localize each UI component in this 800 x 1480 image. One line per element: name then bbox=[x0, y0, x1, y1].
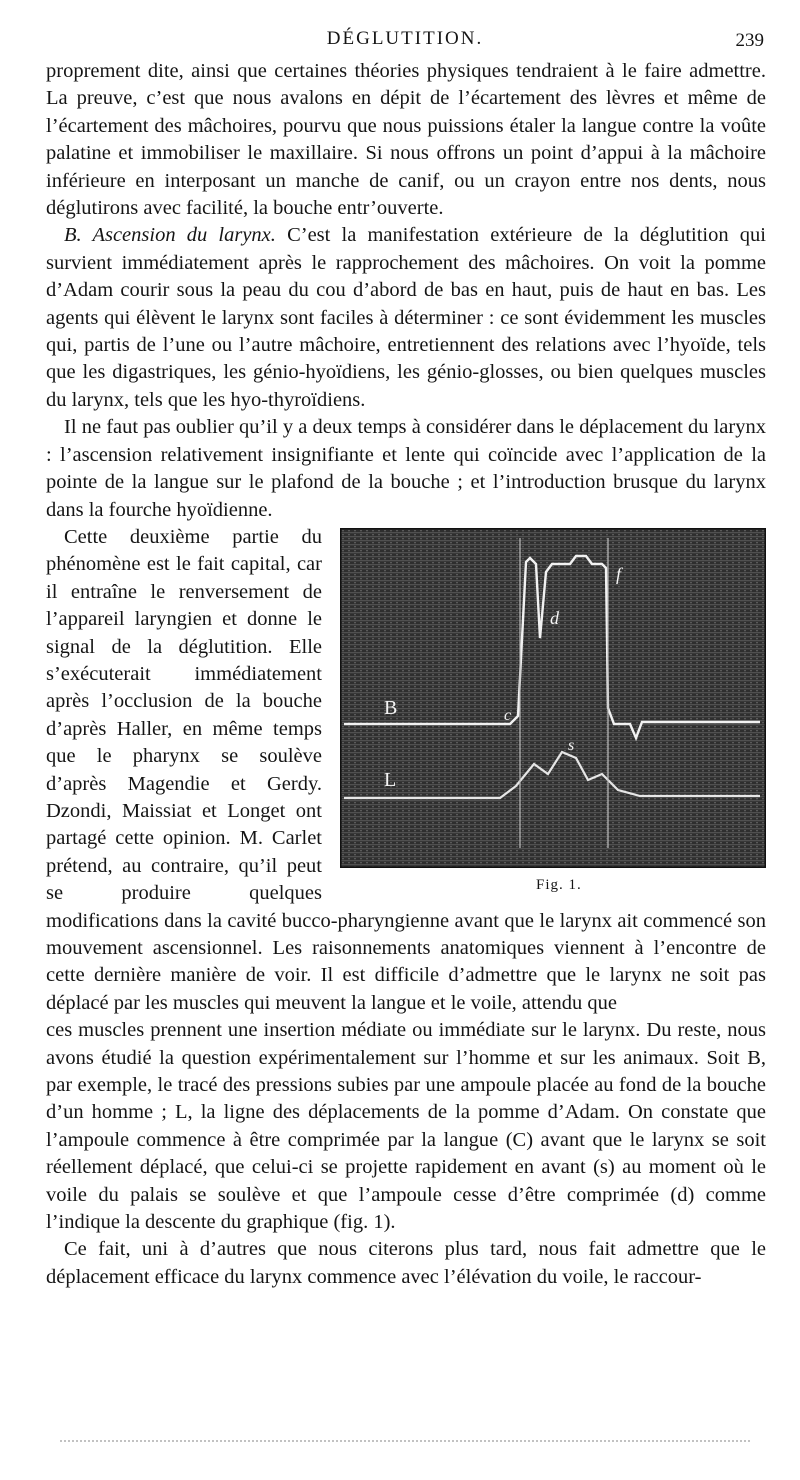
label-d: d bbox=[550, 607, 559, 628]
tracing-figure bbox=[340, 528, 766, 868]
label-c: c bbox=[504, 706, 512, 724]
paragraph-1: proprement dite, ainsi que certaines théories physiques tendraient à le faire admettre. La preuve, c’est que nous avalons en dépit de l’écartement des lèvres et même de l’écartement des mâchoires, pourvu que nous puissions étaler la langue contre la voûte palatine et immobiliser le maxillaire. Si nous offrons un point d’appui à la mâchoire inférieure en interposant un manche de canif, ou un crayon entre nos dents, nous déglutirons avec facilité, la bouche entr’ouverte. bbox=[46, 60, 766, 220]
paragraph-4-text: Cette deuxième partie du phénomène est le fait capital, car il entraîne le renversement de l’appareil laryngien et donne le signal de la déglutition. Elle s’exécuterait immédiatement après l’occlusion de la bouche d’après Haller, en même temps que le pharynx se soulève d’après Magendie et Gerdy. Dzondi, Maissiat et Longet ont partagé cette opinion. M. Carlet prétend, au contraire, qu’il peut se produire quelques modifications dans la cavité bucco-pharyngienne avant que le larynx ait commencé son mouvement ascensionnel. Les raisonnements anatomiques viennent à l’encontre de cette dernière manière de voir. Il est difficile d’admettre que le larynx ne soit pas déplacé par les muscles qui meuvent la langue et le voile, attendu que bbox=[46, 525, 766, 1014]
label-b: B bbox=[384, 696, 398, 719]
section-lead: B. Ascension du larynx. bbox=[64, 224, 276, 247]
page-number: 239 bbox=[735, 30, 764, 51]
running-title: DÉGLUTITION. bbox=[326, 28, 484, 49]
paragraph-4 bbox=[46, 524, 766, 1017]
paragraph-2 bbox=[46, 222, 766, 414]
label-l: L bbox=[384, 768, 397, 791]
paragraph-2-text: C’est la manifestation extérieure de la déglutition qui survient immédiatement après le rapprochement des mâchoires. On voit la pomme d’Adam courir sous la peau du cou d’abord de bas en haut, puis de haut en bas. Les agents qui élèvent le larynx sont faciles à déterminer : ce sont évidemment les muscles qui, partis de l’une ou l’autre mâchoire, entretiennent des relations avec l’hyoïde, tels que les digastriques, les génio-hyoïdiens, les génio-glosses, ou bien quelques muscles du larynx, tels que les hyo-thyroïdiens. bbox=[46, 224, 766, 411]
paragraph-6: Ce fait, uni à d’autres que nous citerons plus tard, nous fait admettre que le déplacement efficace du larynx commence avec l’élévation du voile, le raccour- bbox=[46, 1238, 766, 1288]
figure-1 bbox=[340, 528, 766, 896]
tracing-background bbox=[340, 528, 766, 868]
label-s: s bbox=[568, 736, 575, 754]
figure-caption: Fig. 1. bbox=[536, 876, 582, 893]
paragraph-5: ces muscles prennent une insertion médiate ou immédiate sur le larynx. Du reste, nous avons étudié la question expérimentalement sur l’homme et sur les animaux. Soit B, par exemple, le tracé des pressions subies par une ampoule placée au fond de la bouche d’un homme ; L, la ligne des déplacements de la pomme d’Adam. On constate que l’ampoule commence à être comprimée par la langue (C) avant que le larynx se soit réellement déplacé, que celui-ci se projette rapidement en avant (s) au moment où le voile du palais se soulève et que l’ampoule cesse d’être comprimée (d) comme l’indique la descente du graphique (fig. 1). bbox=[46, 1019, 766, 1234]
paragraph-3: Il ne faut pas oublier qu’il y a deux temps à considérer dans le déplacement du larynx : l’ascension relativement insignifiante et lente qui coïncide avec l’application de la pointe de la langue sur le plafond de la bouche ; et l’introduction brusque du larynx dans la fourche hyoïdienne. bbox=[46, 416, 766, 521]
page-header bbox=[46, 28, 764, 60]
label-f: f bbox=[616, 563, 622, 584]
footer-scan-marks bbox=[60, 1440, 750, 1450]
body-text bbox=[46, 58, 766, 1291]
